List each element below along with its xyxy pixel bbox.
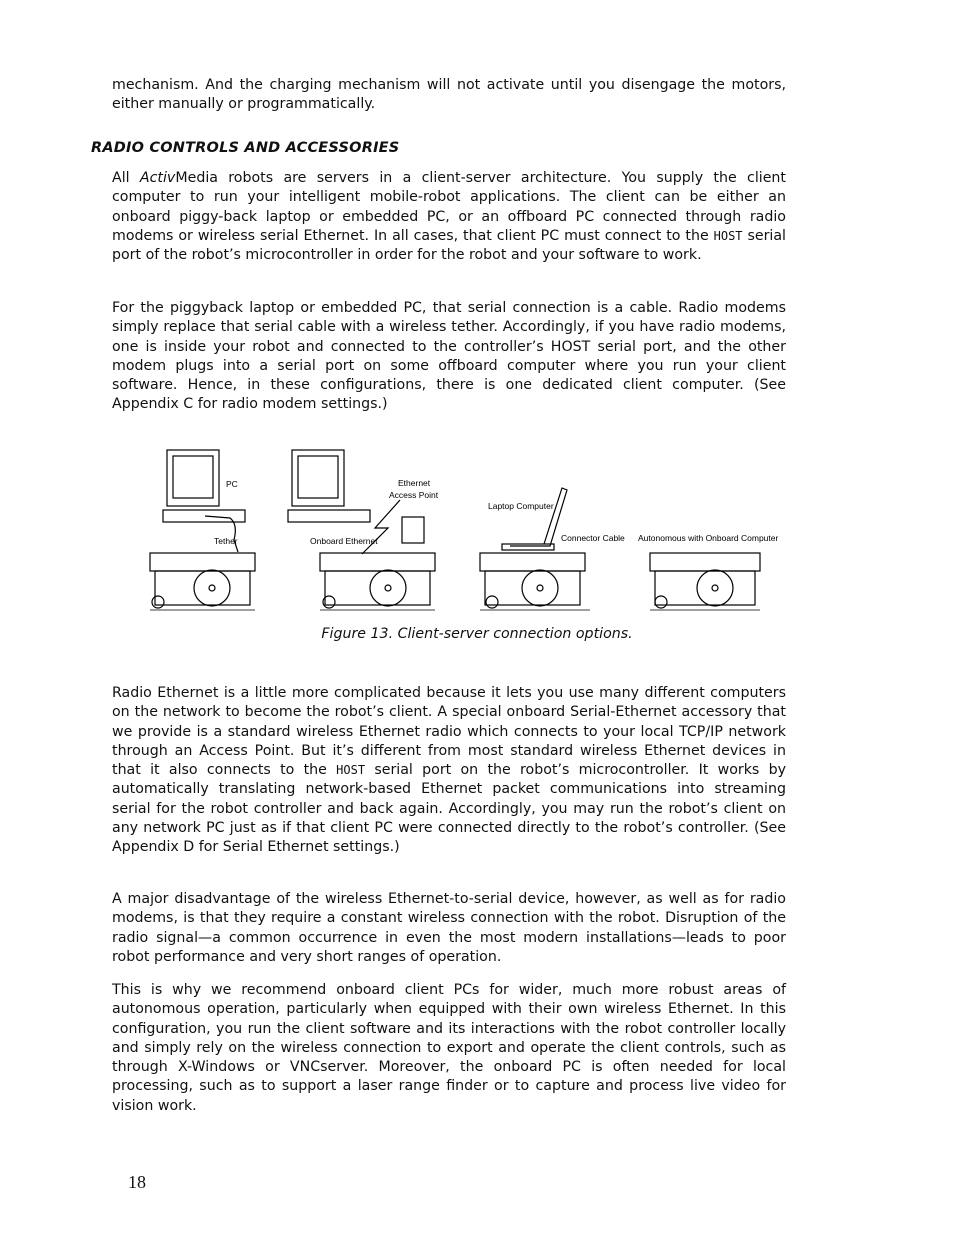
figure-caption: Figure 13. Client-server connection options. (321, 626, 633, 642)
para1-activ-emphasis: Activ (139, 170, 176, 186)
access-point (402, 517, 424, 543)
para3-text-b: serial port on the robot’s microcontroller. It works by automatically translating network-based Ethernet packet communications into streaming serial for the robot controller and back again. Accordingly, you may run the robot’s client on any network PC just as if that client PC were connected directly to the robot’s controller. (See Appendix D for Serial Ethernet settings.) (112, 762, 786, 856)
paragraph-radio-ethernet (112, 684, 786, 858)
connection-options-drawing (130, 440, 790, 620)
paragraph-client-server (112, 169, 786, 265)
robot-body-1 (150, 553, 255, 571)
para3-host-code: HOST (336, 763, 366, 778)
label-pc: PC (226, 479, 238, 489)
intro-paragraph: mechanism. And the charging mechanism will not activate until you disengage the motors, either manually or programmatically. (112, 77, 786, 113)
panel-tether (150, 450, 255, 610)
label-access-point: Access Point (389, 490, 439, 500)
laptop-lid (510, 488, 567, 546)
paragraph-disadvantage: A major disadvantage of the wireless Ethernet-to-serial device, however, as well as for radio modems, is that they require a constant wireless connection with the robot. Disruption of the radio signal—a common occurrence in even the most modern installations—leads to poor robot performance and very short ranges of operation. (112, 891, 786, 965)
para1-text-c: serial port of the robot’s microcontroller in order for the robot and your software to work. (112, 227, 786, 264)
para1-text-a: All (112, 170, 140, 186)
paragraph-radio-modems: For the piggyback laptop or embedded PC, that serial connection is a cable. Radio modems simply replace that serial cable with a wireless tether. Accordingly, if you have radio modems, one is inside your robot and connected to the controller’s HOST serial port, and the other modem plugs into a serial port on some offboard computer where you run your client software. Hence, in these configurations, there is one dedicated client computer. (See Appendix C for radio modem settings.) (112, 300, 786, 413)
page-number: 18 (128, 1172, 146, 1192)
panel-autonomous (650, 553, 760, 610)
panel-onboard-ethernet (288, 450, 435, 610)
label-ethernet: Ethernet (398, 478, 431, 488)
connection-options-figure (130, 440, 790, 620)
para3-text-a: Radio Ethernet is a little more complicated because it lets you use many different computers on the network to become the robot’s client. A special onboard Serial-Ethernet accessory that we provide is a standard wireless Ethernet radio which connects to your local TCP/IP network through an Access Point. But it’s different from most standard wireless Ethernet devices in that it also connects to the (112, 685, 786, 779)
section-heading-text: RADIO CONTROLS AND ACCESSORIES (91, 140, 400, 156)
label-autonomous: Autonomous with Onboard Computer (638, 533, 779, 543)
label-onboard-ethernet: Onboard Ethernet (310, 536, 378, 546)
label-laptop-computer: Laptop Computer (488, 501, 554, 511)
label-tether: Tether (214, 536, 238, 546)
para1-text-b: Media robots are servers in a client-server architecture. You supply the client computer to run your intelligent mobile-robot applications. The client can be either an onboard piggy-back laptop or embedded PC, or an offboard PC connected through radio modems or wireless serial Ethernet. In all cases, that client PC must connect to the (112, 170, 786, 244)
robot-body-4 (650, 553, 760, 571)
robot-body-2 (320, 553, 435, 571)
robot-body-3 (480, 553, 585, 571)
label-connector-cable: Connector Cable (561, 533, 625, 543)
paragraph-recommendation: This is why we recommend onboard client PCs for wider, much more robust areas of autonomous operation, particularly when equipped with their own wireless Ethernet. In this configuration, you run the client software and its interactions with the robot controller locally and simply rely on the wireless connection to export and operate the client controls, such as through X-Windows or VNCserver. Moreover, the onboard PC is often needed for local processing, such as to support a laser range finder or to capture and process live video for vision work. (112, 982, 786, 1114)
para1-host-code: HOST (713, 228, 743, 243)
section-heading (91, 140, 399, 156)
